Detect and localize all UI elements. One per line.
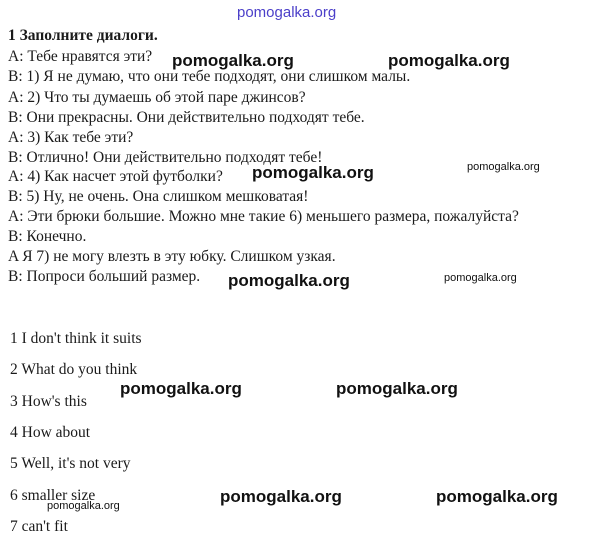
dialogue-line: B: 5) Ну, не очень. Она слишком мешковатая! [8,188,309,205]
watermark: pomogalka.org [220,487,342,506]
watermark: pomogalka.org [252,163,374,182]
dialogue-line: A: 3) Как тебе эти? [8,129,134,146]
dialogue-line: B: Отлично! Они действительно подходят тебе! [8,149,323,166]
answer-item: 2 What do you think [10,361,138,378]
answer-item: 4 How about [10,424,91,441]
watermark: pomogalka.org [467,161,540,173]
watermark: pomogalka.org [436,487,558,506]
answer-item: 6 smaller size [10,487,96,504]
dialogue-line: B: Попроси больший размер. [8,268,201,285]
answer-item: 1 I don't think it suits [10,330,142,347]
watermark: pomogalka.org [388,51,510,70]
dialogue-line: A: 4) Как насчет этой футболки? [8,168,223,185]
answer-item: 5 Well, it's not very [10,455,131,472]
watermark: pomogalka.org [172,51,294,70]
task-title: 1 Заполните диалоги. [8,27,158,44]
dialogue-line: B: 1) Я не думаю, что они тебе подходят, они слишком малы. [8,68,411,85]
dialogue-line: B: Конечно. [8,228,87,245]
header-watermark: pomogalka.org [237,4,337,21]
watermark: pomogalka.org [228,271,350,290]
dialogue-line: A: Эти брюки большие. Можно мне такие 6) меньшего размера, пожалуйста? [8,208,519,225]
dialogue-line: A Я 7) не могу влезть в эту юбку. Слишком узкая. [8,248,336,265]
watermark: pomogalka.org [120,379,242,398]
dialogue-line: A: 2) Что ты думаешь об этой паре джинсов? [8,89,306,106]
answer-item: 7 can't fit [10,518,68,535]
watermark: pomogalka.org [47,500,120,512]
watermark: pomogalka.org [444,272,517,284]
watermark: pomogalka.org [336,379,458,398]
dialogue-line: A: Тебе нравятся эти? [8,48,153,65]
answer-item: 3 How's this [10,393,87,410]
dialogue-line: B: Они прекрасны. Они действительно подходят тебе. [8,109,365,126]
